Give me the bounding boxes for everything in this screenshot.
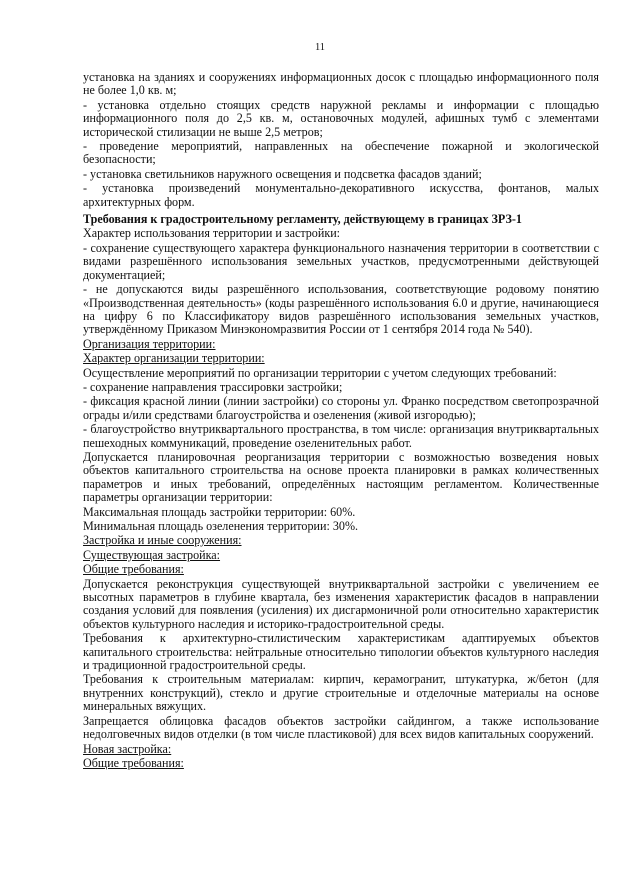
paragraph: - не допускаются виды разрешённого использования, соответствующие родовому понятию «Производственная деятельность» (коды разрешённого использования 6.0 и другие, начинающиеся на цифру 6 по Классификатору видов разрешённого использования земельных участков, утверждённому Приказом Минэкономразвития России от 1 сентября 2014 года № 540). bbox=[83, 282, 599, 337]
paragraph: Допускается планировочная реорганизация территории с возможностью возведения новых объектов капитального строительства на основе проекта планировки в рамках количественных параметров и иных требований, определённых настоящим регламентом. Количественные параметры организации территории: bbox=[83, 449, 599, 505]
underlined-text: Существующая застройка: bbox=[83, 547, 221, 562]
paragraph: установка на зданиях и сооружениях информационных досок с площадью информационного поля не более 1,0 кв. м; bbox=[83, 70, 599, 98]
subsection-heading bbox=[83, 757, 599, 770]
underlined-text: Общие требования: bbox=[83, 755, 184, 770]
paragraph: Минимальная площадь озеленения территории: 30%. bbox=[83, 519, 359, 533]
paragraph: - сохранение существующего характера функционального назначения территории в соответствии с видами разрешённого использования земельных участков, предусмотренными действующей документацией; bbox=[83, 240, 599, 282]
underlined-text: Организация территории: bbox=[83, 336, 216, 351]
underlined-text: Новая застройка: bbox=[83, 741, 172, 756]
page-number: 11 bbox=[314, 42, 326, 53]
section-heading: Требования к градостроительному регламенту, действующему в границах ЗРЗ-1 bbox=[83, 212, 522, 227]
paragraph: - сохранение направления трассировки застройки; bbox=[83, 379, 343, 394]
paragraph: - фиксация красной линии (линии застройки) со стороны ул. Франко посредством светопрозрачной ограды и/или средствами благоустройства и озеленения (живой изгородью); bbox=[83, 394, 599, 422]
paragraph: - установка произведений монументально-декоративного искусства, фонтанов, малых архитектурных форм. bbox=[83, 181, 599, 209]
paragraph: Характер использования территории и застройки: bbox=[83, 226, 341, 241]
paragraph: Допускается реконструкция существующей внутриквартальной застройки с увеличением ее высотных параметров в глубине квартала, без изменения характеристик фасадов в направлении создания условий для появления (усиления) их дисгармоничной роли относительно характеристик объектов культурного наследия и историко-градостроительной среды. bbox=[83, 576, 599, 631]
paragraph: - установка светильников наружного освещения и подсветка фасадов зданий; bbox=[83, 166, 482, 181]
paragraph: Требования к архитектурно-стилистическим характеристикам адаптируемых объектов капитального строительства: нейтральные относительно типологии объектов культурного наследия и традиционной градостроительной среды. bbox=[83, 631, 599, 673]
subsection-heading bbox=[83, 338, 599, 351]
paragraph: - установка отдельно стоящих средств наружной рекламы и информации с площадью информационного поля до 2,5 кв. м, остановочных модулей, афишных тумб с элементами исторической стилизации не выше 2,5 метров; bbox=[83, 97, 599, 139]
paragraph: Запрещается облицовка фасадов объектов застройки сайдингом, а также использование недолговечных видов отделки (в том числе пластиковой) для всех видов капитальных сооружений. bbox=[83, 713, 599, 742]
paragraph: Требования к строительным материалам: кирпич, керамогранит, штукатурка, ж/бетон (для внутренних конструкций), стекло и другие строительные и отделочные материалы на основе минеральных вяжущих. bbox=[83, 672, 599, 714]
underlined-text: Общие требования: bbox=[83, 562, 184, 577]
underlined-text: Характер организации территории: bbox=[83, 351, 265, 366]
paragraph: - проведение мероприятий, направленных на обеспечение пожарной и экологической безопасности; bbox=[83, 139, 599, 167]
subsection-heading bbox=[83, 549, 599, 562]
paragraph: - благоустройство внутриквартального пространства, в том числе: организация внутриквартальных пешеходных коммуникаций, проведение озеленительных работ. bbox=[83, 422, 599, 450]
subsection-heading bbox=[83, 563, 599, 576]
paragraph: Максимальная площадь застройки территории: 60%. bbox=[83, 504, 356, 519]
subsection-heading bbox=[83, 743, 599, 756]
document-body bbox=[83, 71, 599, 771]
subsection-heading bbox=[83, 352, 599, 365]
underlined-text: Застройка и иные сооружения: bbox=[83, 533, 242, 548]
subsection-heading bbox=[83, 534, 599, 547]
paragraph: Осуществление мероприятий по организации территории с учетом следующих требований: bbox=[83, 365, 557, 380]
